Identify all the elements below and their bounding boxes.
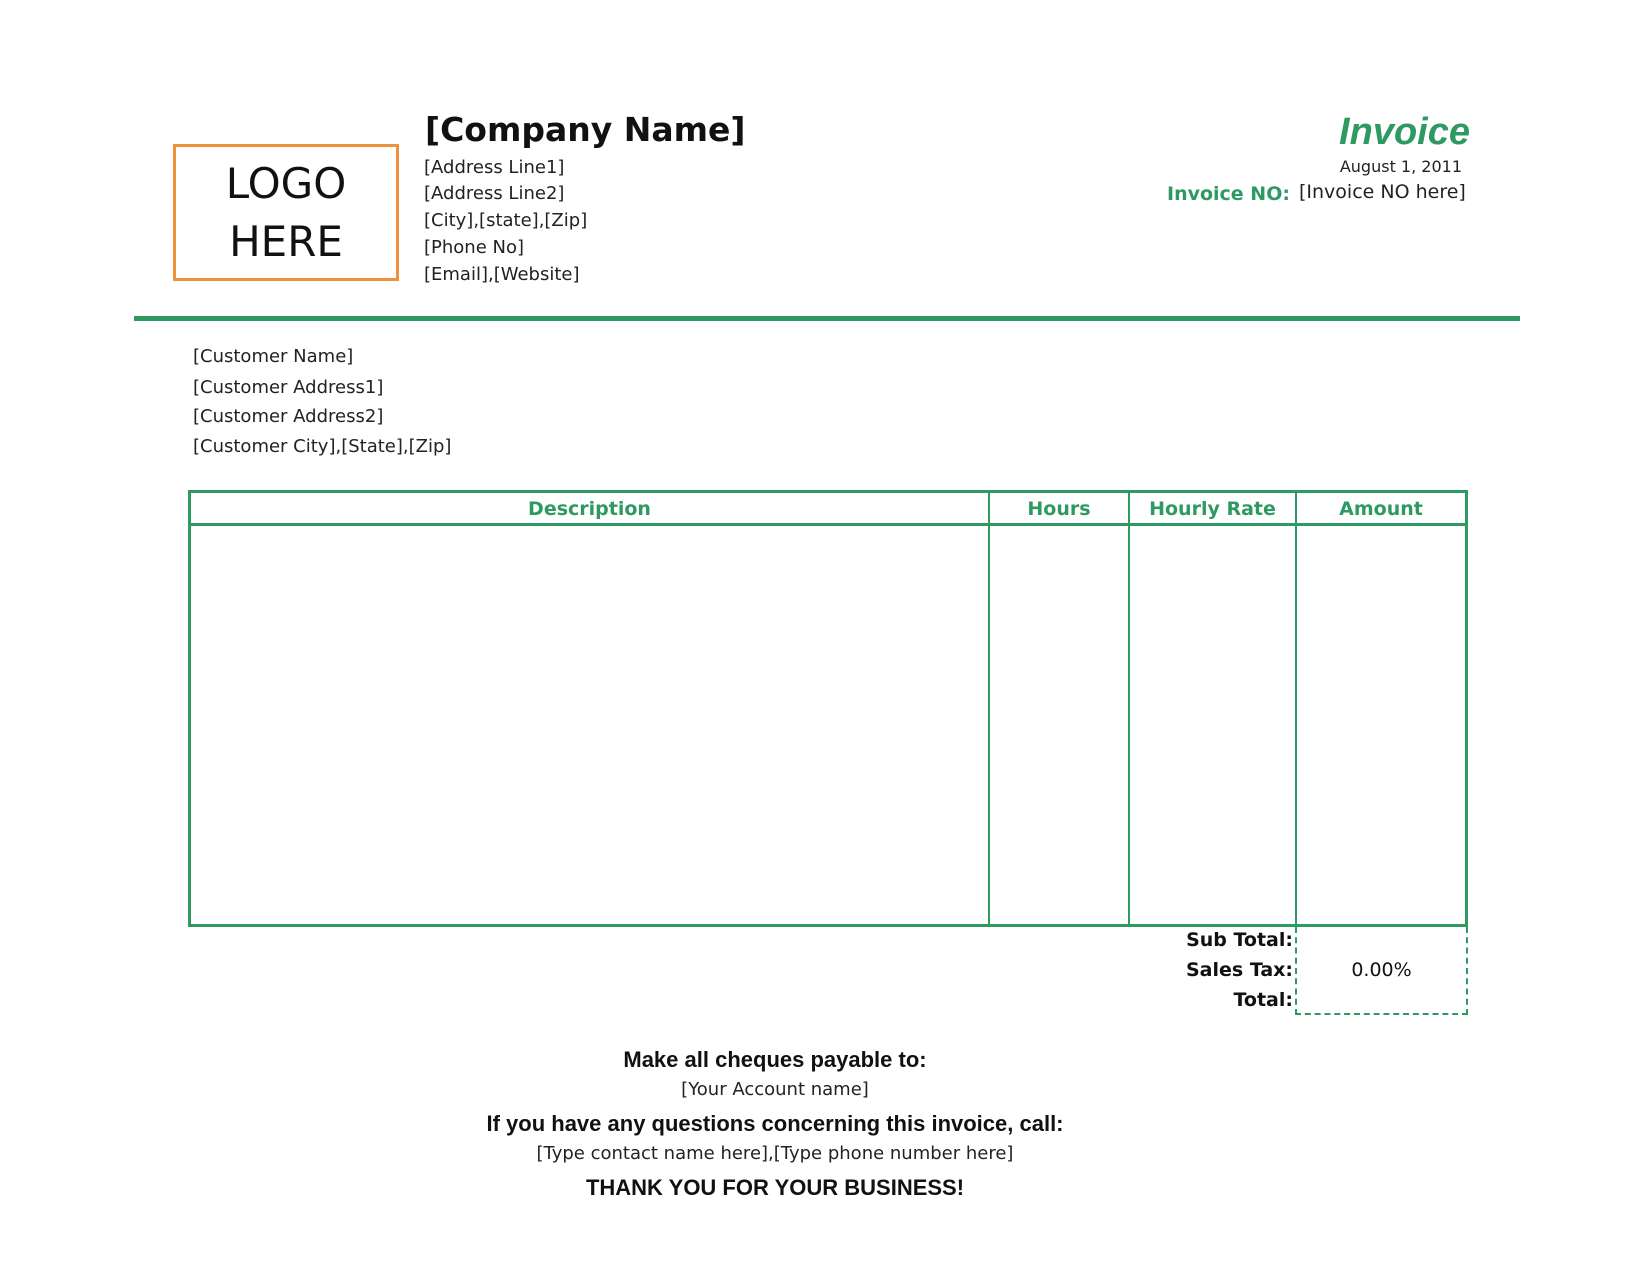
column-divider xyxy=(1128,493,1130,924)
company-address-line-2: [Address Line2] xyxy=(424,183,565,204)
subtotal-label: Sub Total: xyxy=(1186,929,1293,951)
company-address-line-1: [Address Line1] xyxy=(424,157,565,178)
invoice-title: Invoice xyxy=(1339,111,1470,153)
logo-line-2: HERE xyxy=(229,216,343,266)
logo-placeholder xyxy=(173,144,399,281)
invoice-number-value[interactable]: [Invoice NO here] xyxy=(1299,181,1466,203)
customer-address-1: [Customer Address1] xyxy=(193,377,384,398)
account-name: [Your Account name] xyxy=(681,1079,869,1100)
sales-tax-label: Sales Tax: xyxy=(1185,959,1293,981)
company-phone: [Phone No] xyxy=(424,237,525,258)
cheques-heading: Make all cheques payable to: xyxy=(623,1047,927,1072)
total-label: Total: xyxy=(1233,989,1293,1011)
header-divider xyxy=(134,316,1520,321)
line-items-table xyxy=(188,490,1468,927)
company-city-state-zip: [City],[state],[Zip] xyxy=(424,210,588,231)
column-divider xyxy=(988,493,990,924)
contact-info: [Type contact name here],[Type phone number here] xyxy=(536,1143,1014,1164)
thank-you-message: THANK YOU FOR YOUR BUSINESS! xyxy=(585,1175,965,1200)
table-header-separator xyxy=(191,523,1465,526)
invoice-number-label: Invoice NO: xyxy=(1167,183,1290,205)
column-header-hours: Hours xyxy=(1027,498,1091,520)
customer-address-2: [Customer Address2] xyxy=(193,406,384,427)
invoice-date: August 1, 2011 xyxy=(1339,157,1462,176)
questions-heading: If you have any questions concerning this invoice, call: xyxy=(486,1111,1064,1136)
customer-name: [Customer Name] xyxy=(193,346,354,367)
customer-city-state-zip: [Customer City],[State],[Zip] xyxy=(193,436,452,457)
logo-line-1: LOGO xyxy=(225,158,347,208)
company-name: [Company Name] xyxy=(425,110,746,149)
column-header-amount: Amount xyxy=(1339,498,1423,520)
column-header-hourly-rate: Hourly Rate xyxy=(1149,498,1276,520)
company-email-website: [Email],[Website] xyxy=(424,264,580,285)
column-divider xyxy=(1295,493,1297,924)
column-header-description: Description xyxy=(528,498,651,520)
sales-tax-value: 0.00% xyxy=(1351,959,1412,981)
